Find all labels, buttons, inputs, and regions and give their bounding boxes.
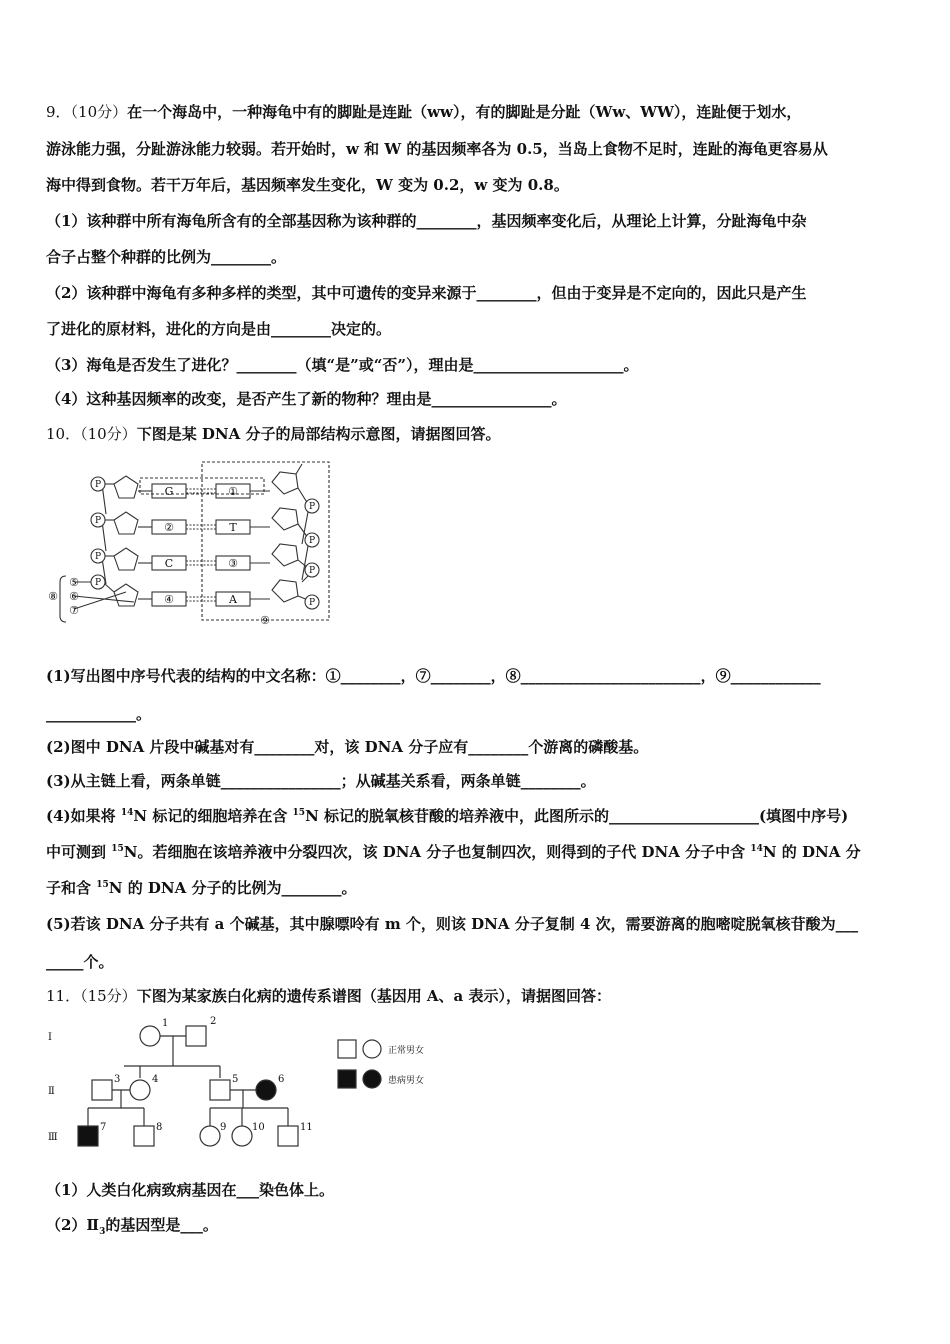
q11-header: 11．（15分）	[46, 987, 137, 1005]
pedigree-chart	[44, 1012, 464, 1152]
male-normal-icon	[186, 1026, 206, 1046]
generation-II: Ⅱ	[48, 1086, 55, 1097]
label-9: ⑨	[260, 614, 270, 627]
q10-sub3: (3)从主链上看，两条单链________________；从碱基关系看，两条单链________。	[46, 772, 596, 790]
phosphate-label: P	[308, 598, 316, 608]
left-base-3: C	[164, 557, 174, 570]
legend-male-affected-icon	[338, 1070, 356, 1088]
q9-part2-line-1: （2）该种群中海龟有多种多样的类型，其中可遗传的变异来源于________，但由于变异是不定向的，因此只是产生	[46, 284, 807, 302]
q9-line-2: 游泳能力强，分趾游泳能力较弱。若开始时，w 和 W 的基因频率各为 0.5，当岛上食物不足时，连趾的海龟更容易从	[46, 140, 828, 158]
female-normal-icon	[130, 1080, 150, 1100]
label-6: ⑥	[69, 590, 79, 603]
right-base-1: ①	[228, 485, 238, 498]
individual-2: 2	[210, 1016, 217, 1027]
superscript: 14	[120, 808, 134, 818]
text-run: N 的 DNA 分	[762, 843, 861, 861]
label-8: ⑧	[48, 590, 58, 603]
male-normal-icon	[134, 1126, 154, 1146]
individual-3: 3	[114, 1074, 121, 1085]
q11-intro: 下图为某家族白化病的遗传系谱图（基因用 A、a 表示），请据图回答：	[136, 987, 611, 1005]
male-normal-icon	[278, 1126, 298, 1146]
q10-line-1	[46, 424, 501, 444]
q10-intro: 下图是某 DNA 分子的局部结构示意图，请据图回答。	[136, 425, 501, 443]
text-run: N 的 DNA 分子的比例为________。	[108, 879, 357, 897]
phosphate-label: P	[94, 578, 102, 588]
individual-4: 4	[152, 1074, 159, 1085]
right-base-2: T	[229, 521, 237, 534]
individual-10: 10	[252, 1122, 265, 1133]
q10-sub4-line-2	[46, 842, 861, 862]
phosphate-label: P	[308, 566, 316, 576]
label-5: ⑤	[69, 576, 79, 589]
female-normal-icon	[140, 1026, 160, 1046]
q9-header: 9．（10分）	[46, 103, 128, 121]
left-base-2: ②	[164, 521, 174, 534]
q10-header: 10．（10分）	[46, 425, 137, 443]
female-normal-icon	[232, 1126, 252, 1146]
q9-part1-line-1: （1）该种群中所有海龟所含有的全部基因称为该种群的________，基因频率变化后，从理论上计算，分趾海龟中杂	[46, 212, 807, 230]
q10-sub4-line-3	[46, 878, 357, 898]
legend-normal-label: 正常男女	[388, 1046, 425, 1056]
legend-affected-label: 患病男女	[388, 1076, 425, 1086]
q10-sub1-line-2: ____________。	[46, 705, 152, 723]
q10-sub5-line-2: _____个。	[46, 953, 114, 971]
right-base-3: ③	[228, 557, 238, 570]
superscript: 15	[111, 844, 124, 854]
right-base-4: A	[229, 593, 237, 606]
q10-sub4-line-1	[46, 806, 848, 826]
q9-text-1: 在一个海岛中，一种海龟中有的脚趾是连趾（ww），有的脚趾是分趾（Ww、WW），连趾便于划水，	[127, 103, 802, 121]
q10-sub1-line-1: (1)写出图中序号代表的结构的中文名称：①________，⑦________，⑧________________________，⑨____________	[46, 667, 821, 685]
superscript: 14	[750, 844, 763, 854]
label-7: ⑦	[69, 604, 79, 617]
q11-line-1	[46, 986, 611, 1006]
q10-sub2: (2)图中 DNA 片段中碱基对有________对，该 DNA 分子应有________个游离的磷酸基。	[46, 738, 649, 756]
text-run: N 标记的脱氧核苷酸的培养液中，此图所示的____________________(填图中序号)	[305, 807, 849, 825]
individual-8: 8	[156, 1122, 163, 1133]
legend-female-normal-icon	[363, 1040, 381, 1058]
female-normal-icon	[200, 1126, 220, 1146]
male-affected-icon	[78, 1126, 98, 1146]
q9-line-3: 海中得到食物。若干万年后，基因频率发生变化，W 变为 0.2，w 变为 0.8。	[46, 176, 569, 194]
q9-part2-line-2: 了进化的原材料，进化的方向是由________决定的。	[46, 320, 392, 338]
text-run: (4)如果将	[46, 807, 121, 825]
phosphate-label: P	[308, 536, 316, 546]
phosphate-label: P	[94, 480, 102, 490]
left-base-1: G	[164, 485, 174, 498]
subscript: 3	[99, 1227, 106, 1237]
dna-structure-diagram	[44, 456, 334, 628]
female-affected-icon	[256, 1080, 276, 1100]
superscript: 15	[96, 880, 109, 890]
q9-line-1	[46, 102, 801, 122]
superscript: 15	[292, 808, 306, 818]
legend-female-affected-icon	[363, 1070, 381, 1088]
q11-part1: （1）人类白化病致病基因在___染色体上。	[46, 1181, 334, 1199]
male-normal-icon	[210, 1080, 230, 1100]
generation-I: Ⅰ	[48, 1032, 52, 1043]
text-run: （2）Ⅱ	[46, 1216, 100, 1234]
individual-7: 7	[100, 1122, 107, 1133]
individual-11: 11	[300, 1122, 313, 1133]
individual-6: 6	[278, 1074, 285, 1085]
individual-9: 9	[220, 1122, 227, 1133]
individual-5: 5	[232, 1074, 239, 1085]
text-run: 中可测到	[46, 843, 112, 861]
q9-part3: （3）海龟是否发生了进化？________（填“是”或“否”），理由是____________________。	[46, 356, 639, 374]
generation-III: Ⅲ	[48, 1132, 58, 1143]
phosphate-label: P	[308, 502, 316, 512]
individual-1: 1	[162, 1018, 169, 1029]
q9-part1-line-2: 合子占整个种群的比例为________。	[46, 248, 287, 266]
phosphate-label: P	[94, 552, 102, 562]
text-run: N。若细胞在该培养液中分裂四次，该 DNA 分子也复制四次，则得到的子代 DNA 分子中含	[123, 843, 751, 861]
q10-sub5-line-1: (5)若该 DNA 分子共有 a 个碱基，其中腺嘌呤有 m 个，则该 DNA 分子复制 4 次，需要游离的胞嘧啶脱氧核苷酸为___	[46, 915, 859, 933]
text-run: 子和含	[46, 879, 97, 897]
q9-part4: （4）这种基因频率的改变，是否产生了新的物种？理由是________________。	[46, 390, 567, 408]
q11-part2	[46, 1215, 218, 1235]
text-run: 的基因型是___。	[105, 1216, 218, 1234]
male-normal-icon	[92, 1080, 112, 1100]
left-base-4: ④	[164, 593, 174, 606]
text-run: N 标记的细胞培养在含	[133, 807, 293, 825]
legend-male-normal-icon	[338, 1040, 356, 1058]
phosphate-label: P	[94, 516, 102, 526]
